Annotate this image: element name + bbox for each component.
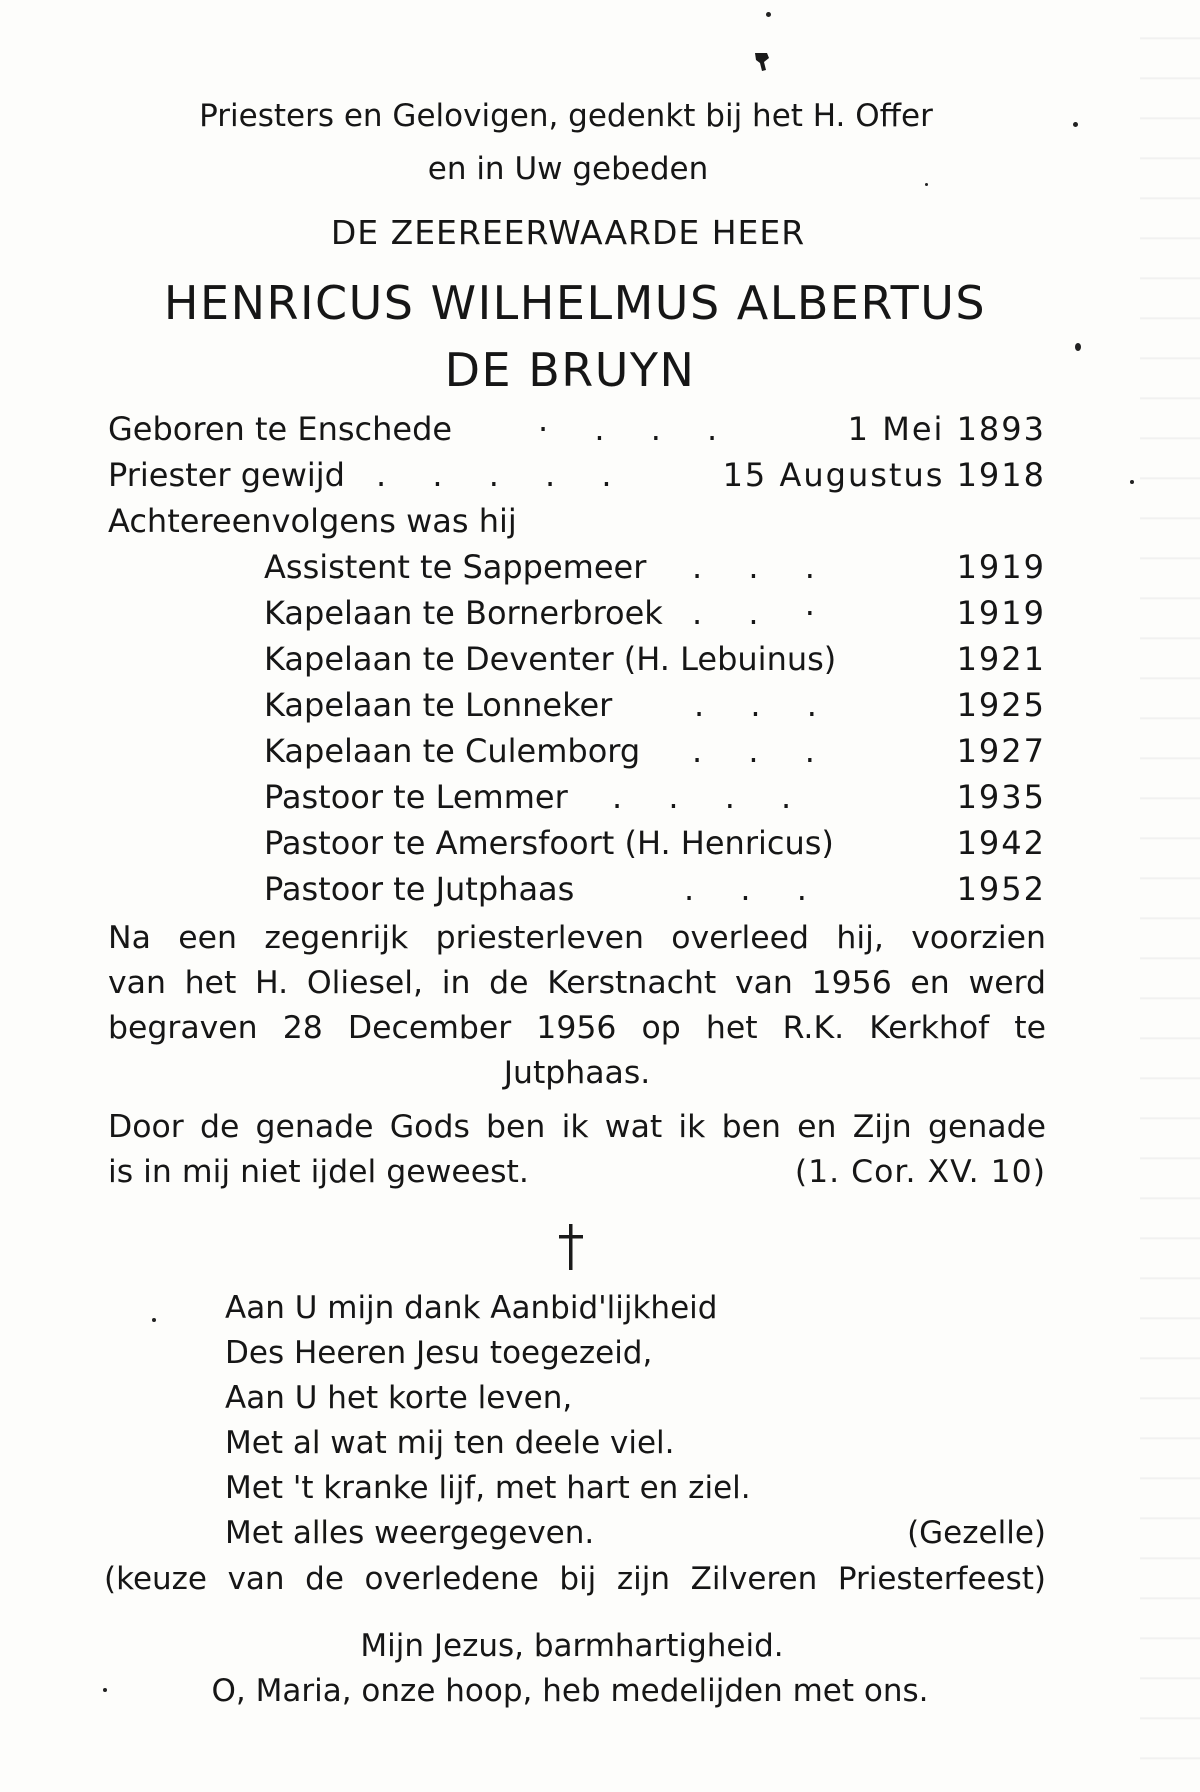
career-position: Kapelaan te Culemborg (264, 732, 641, 770)
career-row (264, 778, 1046, 823)
scripture-line: is in mij niet ijdel geweest. (108, 1154, 529, 1190)
death-notice (108, 916, 1046, 1096)
leader-dots: . . · (692, 594, 833, 632)
deceased-name-line-2: DE BRUYN (444, 343, 696, 397)
career-row (264, 732, 1046, 777)
birth-label: Geboren te Enschede (108, 410, 453, 448)
poem-note: (keuze van de overledene bij zijn Zilveren Priesterfeest) (104, 1561, 1046, 1597)
career-year: 1919 (956, 548, 1046, 586)
career-row (264, 548, 1046, 593)
career-position: Pastoor te Lemmer (264, 778, 568, 816)
career-position: Kapelaan te Deventer (H. Lebuinus) (264, 640, 837, 678)
career-row (264, 594, 1046, 639)
birth-date: 1 Mei 1893 (847, 410, 1046, 448)
leader-dots: . . . . (612, 778, 810, 816)
death-notice-line: Jutphaas. (503, 1055, 651, 1091)
leader-dots: . . . . . (376, 456, 630, 494)
poem (225, 1286, 751, 1556)
poem-line: Aan U mijn dank Aanbid'lijkheid (225, 1290, 718, 1326)
career-row (264, 870, 1046, 915)
leader-dots: . . . (684, 870, 825, 908)
career-position: Pastoor te Amersfoort (H. Henricus) (264, 824, 834, 862)
career-intro-row (108, 502, 1046, 547)
scripture-reference: (1. Cor. XV. 10) (794, 1154, 1046, 1190)
invocation-line-1: Priesters en Gelovigen, gedenkt bij het H. Offer (199, 98, 933, 134)
career-year: 1919 (956, 594, 1046, 632)
scripture-line: Door de genade Gods ben ik wat ik ben en Zijn genade (108, 1109, 1046, 1145)
top-ornament-icon (752, 50, 772, 74)
poem-line: Met alles weergegeven. (225, 1515, 595, 1551)
dignitary-title: DE ZEEREERWAARDE HEER (330, 213, 806, 252)
career-position: Assistent te Sappemeer (264, 548, 647, 586)
deceased-name-line-1: HENRICUS WILHELMUS ALBERTUS (163, 276, 987, 330)
career-row (264, 686, 1046, 731)
prayer-line-2: O, Maria, onze hoop, heb medelijden met ons. (211, 1673, 929, 1709)
scan-speck (1130, 480, 1134, 484)
ordination-row (108, 456, 1046, 501)
poem-line: Met 't kranke lijf, met hart en ziel. (225, 1470, 751, 1506)
poem-author: (Gezelle) (907, 1515, 1046, 1551)
career-position: Kapelaan te Bornerbroek (264, 594, 663, 632)
death-notice-line: begraven 28 December 1956 op het R.K. Kerkhof te (108, 1010, 1046, 1046)
career-year: 1927 (956, 732, 1046, 770)
scripture-quote (108, 1105, 1046, 1150)
prayer-line-1: Mijn Jezus, barmhartigheid. (360, 1628, 784, 1664)
career-year: 1942 (956, 824, 1046, 862)
scan-speck (152, 1318, 156, 1322)
cross-icon (556, 1222, 586, 1272)
poem-line: Des Heeren Jesu toegezeid, (225, 1335, 653, 1371)
leader-dots: . . . (692, 548, 833, 586)
career-row (264, 640, 1046, 685)
birth-row (108, 410, 1046, 455)
leader-dots: · . . . (538, 410, 736, 448)
scan-speck (766, 12, 771, 17)
leader-dots: . . . (692, 732, 833, 770)
career-intro: Achtereenvolgens was hij (108, 502, 517, 540)
ordination-date: 15 Augustus 1918 (722, 456, 1046, 494)
career-position: Kapelaan te Lonneker (264, 686, 613, 724)
poem-line: Met al wat mij ten deele viel. (225, 1425, 675, 1461)
scan-edge (1140, 0, 1200, 1792)
career-year: 1921 (956, 640, 1046, 678)
career-row (264, 824, 1046, 869)
career-position: Pastoor te Jutphaas (264, 870, 575, 908)
poem-line: Aan U het korte leven, (225, 1380, 573, 1416)
death-notice-line: van het H. Oliesel, in de Kerstnacht van 1956 en werd (108, 965, 1046, 1001)
leader-dots: . . . (694, 686, 835, 724)
death-notice-line: Na een zegenrijk priesterleven overleed hij, voorzien (108, 920, 1046, 956)
ordination-label: Priester gewijd (108, 456, 345, 494)
invocation-line-2: en in Uw gebeden (427, 151, 709, 187)
career-year: 1952 (956, 870, 1046, 908)
career-year: 1925 (956, 686, 1046, 724)
career-year: 1935 (956, 778, 1046, 816)
